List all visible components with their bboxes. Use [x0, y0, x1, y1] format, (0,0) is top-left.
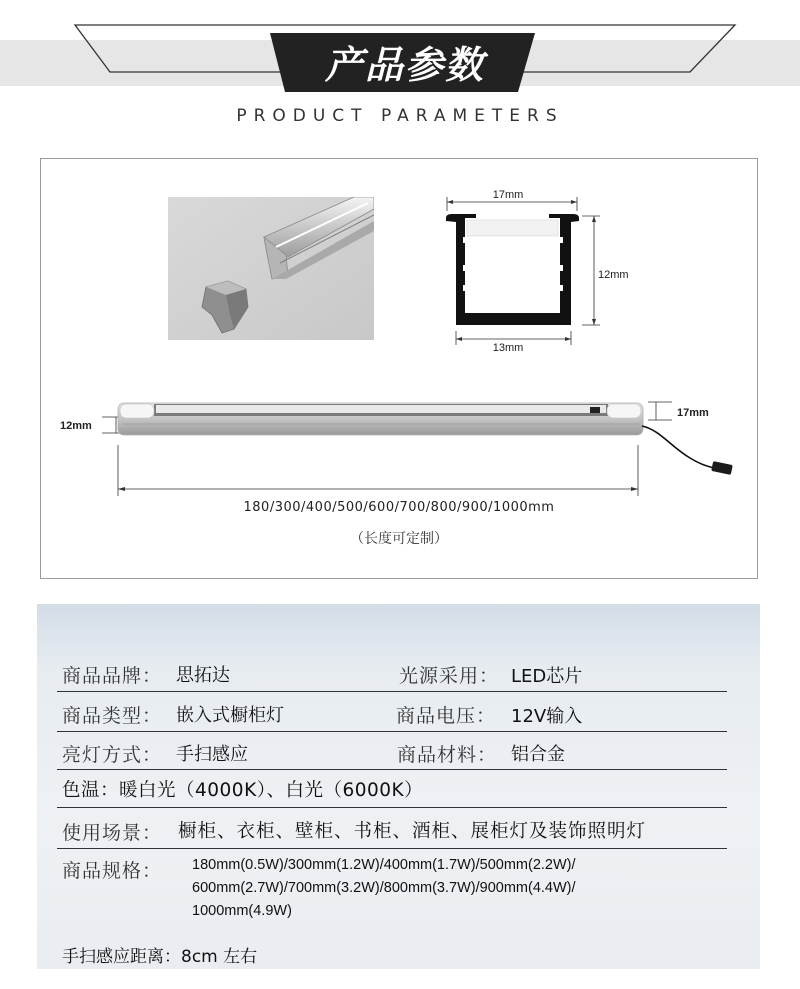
divider: [57, 848, 727, 849]
voltage-label: 商品电压：: [396, 705, 497, 727]
usage-label: 使用场景：: [62, 822, 163, 844]
color-temperature: 色温：暖白光（4000K）、白光（6000K）: [62, 780, 424, 801]
light-source-value: LED芯片: [511, 666, 583, 687]
profile-height-label: 12mm: [598, 269, 629, 281]
spec-label: 商品规格：: [62, 860, 163, 882]
light-bar-diagram: [50, 390, 750, 500]
material-value: 铝合金: [511, 744, 565, 765]
bottom-width-label: 13mm: [492, 342, 524, 354]
divider: [57, 731, 727, 732]
spec-line: 1000mm(4.9W): [192, 903, 292, 919]
page-subtitle: PRODUCT PARAMETERS: [236, 106, 564, 126]
bar-end-height-label: 17mm: [677, 407, 709, 419]
top-width-label: 17mm: [492, 189, 524, 201]
type-value: 嵌入式橱柜灯: [176, 705, 284, 726]
bar-height-label: 12mm: [60, 420, 92, 432]
material-label: 商品材料：: [397, 744, 498, 766]
type-label: 商品类型：: [62, 705, 163, 727]
brand-label: 商品品牌：: [62, 665, 163, 687]
lighting-mode-value: 手扫感应: [176, 744, 248, 765]
spec-line: 180mm(0.5W)/300mm(1.2W)/400mm(1.7W)/500mm(2.2W)/: [192, 857, 576, 873]
usage-value: 橱柜、衣柜、壁柜、书柜、酒柜、展柜灯及装饰照明灯: [178, 821, 647, 842]
divider: [57, 807, 727, 808]
spec-line: 600mm(2.7W)/700mm(3.2W)/800mm(3.7W)/900mm(4.4W)/: [192, 880, 576, 896]
brand-value: 思拓达: [176, 665, 230, 686]
lighting-mode-label: 亮灯方式：: [62, 744, 163, 766]
page-title: 产品参数: [324, 43, 485, 87]
divider: [57, 769, 727, 770]
custom-length-note: （长度可定制）: [350, 531, 448, 547]
diagram-panel: [40, 158, 758, 579]
sensor-distance: 手扫感应距离：8cm 左右: [62, 947, 258, 967]
length-options: 180/300/400/500/600/700/800/900/1000mm: [243, 500, 555, 515]
divider: [57, 691, 727, 692]
light-source-label: 光源采用：: [399, 665, 500, 687]
voltage-value: 12V输入: [511, 706, 583, 727]
product-photo: [168, 197, 374, 340]
